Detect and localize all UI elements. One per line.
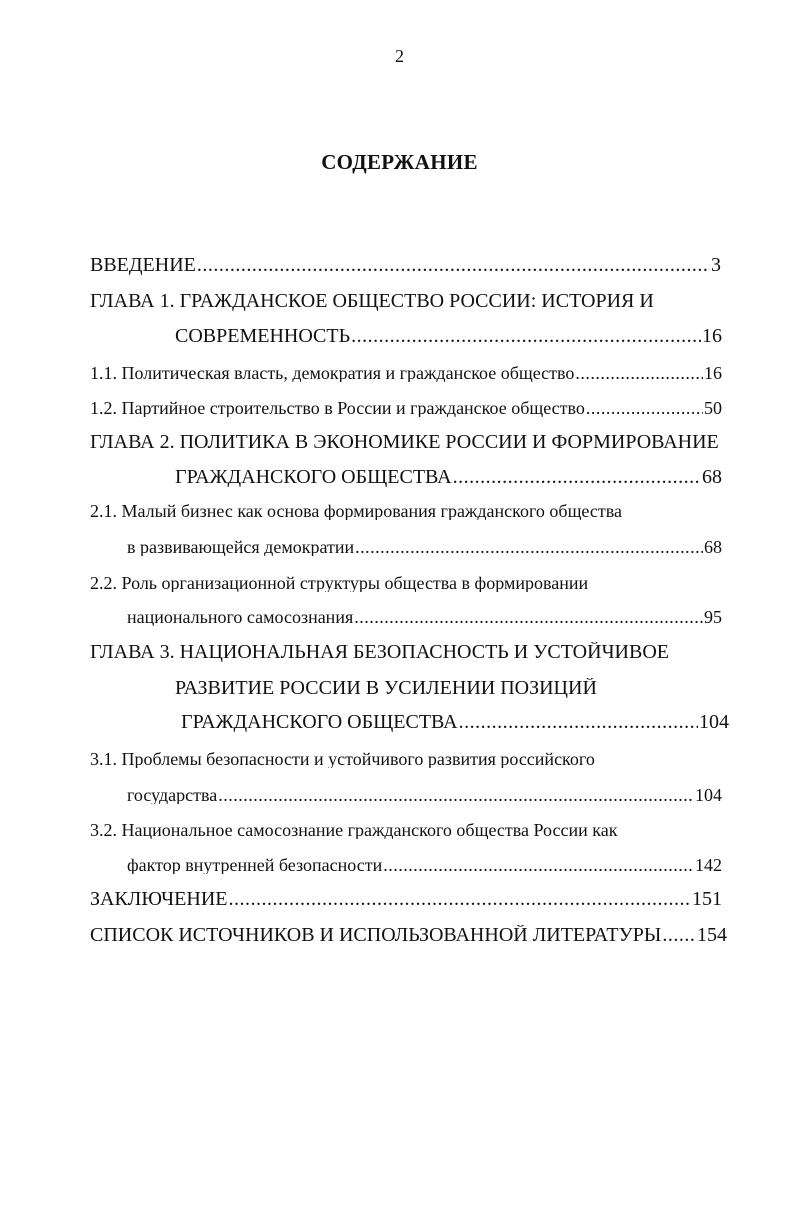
toc-entry-section-1-2[interactable]	[90, 399, 722, 417]
toc-entry-title: ГРАЖДАНСКОГО ОБЩЕСТВА	[181, 712, 458, 732]
toc-entry-page: 154	[697, 925, 727, 945]
toc-entry-chapter-2[interactable]	[175, 467, 722, 487]
toc-entry-page: 151	[692, 889, 722, 909]
toc-entry-title: ГРАЖДАНСКОГО ОБЩЕСТВА	[175, 467, 452, 487]
dot-leader	[575, 364, 703, 382]
toc-entry-page: 142	[695, 856, 722, 874]
toc-entry-title: 1.2. Партийное строительство в России и гражданское общество	[90, 399, 585, 417]
toc-entry-conclusion[interactable]	[90, 889, 722, 909]
toc-entry-chapter-3[interactable]	[181, 712, 729, 732]
toc-entry-references[interactable]	[90, 925, 727, 945]
dot-leader	[351, 326, 701, 346]
toc-entry-title: ВВЕДЕНИЕ	[90, 255, 196, 275]
toc-entry-page: 104	[699, 712, 729, 732]
toc-entry-title: 1.1. Политическая власть, демократия и гражданское общество	[90, 364, 575, 382]
toc-entry-section-3-1-title[interactable]: 3.1. Проблемы безопасности и устойчивого развития российского	[90, 750, 595, 768]
toc-entry-section-2-1[interactable]	[127, 538, 722, 556]
toc-entry-title: в развивающейся демократии	[127, 538, 355, 556]
page-number: 2	[395, 46, 404, 66]
page-title: СОДЕРЖАНИЕ	[321, 150, 478, 174]
toc-entry-page: 16	[702, 326, 722, 346]
toc-entry-chapter-3-subtitle[interactable]: РАЗВИТИЕ РОССИИ В УСИЛЕНИИ ПОЗИЦИЙ	[175, 678, 597, 698]
toc-entry-page: 68	[702, 467, 722, 487]
toc-entry-page: 3	[711, 255, 721, 275]
dot-leader	[459, 712, 698, 732]
toc-entry-chapter-3-title[interactable]: ГЛАВА 3. НАЦИОНАЛЬНАЯ БЕЗОПАСНОСТЬ И УСТОЙЧИВОЕ	[90, 642, 670, 662]
dot-leader	[586, 399, 703, 417]
toc-entry-title: государства	[127, 786, 218, 804]
toc-entry-page: 68	[704, 538, 722, 556]
toc-entry-page: 104	[695, 786, 722, 804]
toc-entry-title: СПИСОК ИСТОЧНИКОВ И ИСПОЛЬЗОВАННОЙ ЛИТЕРАТУРЫ	[90, 925, 662, 945]
toc-entry-section-2-2-title[interactable]: 2.2. Роль организационной структуры общества в формировании	[90, 574, 589, 592]
toc-entry-page: 50	[704, 399, 722, 417]
toc-entry-title: СОВРЕМЕННОСТЬ	[175, 326, 351, 346]
toc-entry-title: национального самосознания	[127, 608, 354, 626]
toc-entry-section-2-2[interactable]	[127, 608, 722, 626]
toc-entry-section-3-1[interactable]	[127, 786, 722, 804]
dot-leader	[662, 925, 696, 945]
toc-entry-section-2-1-title[interactable]: 2.1. Малый бизнес как основа формирования гражданского общества	[90, 502, 622, 520]
toc-entry-page: 95	[704, 608, 722, 626]
toc-entry-title: фактор внутренней безопасности	[127, 856, 383, 874]
dot-leader	[218, 786, 694, 804]
toc-entry-section-3-2[interactable]	[127, 856, 722, 874]
toc-entry-chapter-1[interactable]	[175, 326, 722, 346]
dot-leader	[354, 608, 703, 626]
dot-leader	[453, 467, 701, 487]
dot-leader	[197, 255, 710, 275]
dot-leader	[355, 538, 703, 556]
dot-leader	[383, 856, 694, 874]
toc-entry-intro[interactable]	[90, 255, 721, 275]
toc-entry-title: ЗАКЛЮЧЕНИЕ	[90, 889, 228, 909]
toc-entry-section-1-1[interactable]	[90, 364, 722, 382]
dot-leader	[228, 889, 691, 909]
toc-entry-chapter-2-title[interactable]: ГЛАВА 2. ПОЛИТИКА В ЭКОНОМИКЕ РОССИИ И ФОРМИРОВАНИЕ	[90, 432, 719, 452]
toc-entry-page: 16	[704, 364, 722, 382]
toc-entry-section-3-2-title[interactable]: 3.2. Национальное самосознание гражданского общества России как	[90, 821, 618, 839]
toc-entry-chapter-1-title[interactable]: ГЛАВА 1. ГРАЖДАНСКОЕ ОБЩЕСТВО РОССИИ: ИСТОРИЯ И	[90, 291, 654, 311]
